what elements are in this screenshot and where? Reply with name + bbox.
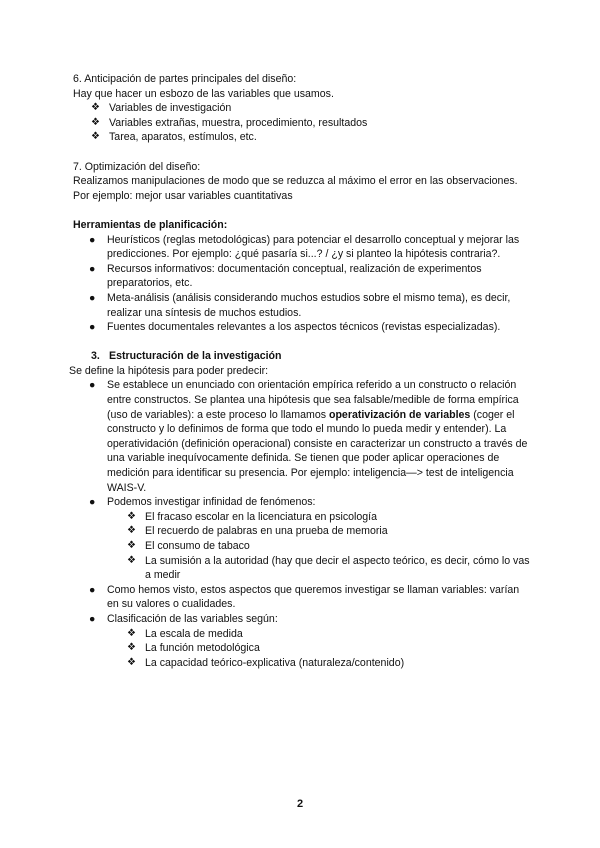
bullet-icon: ● <box>89 321 96 334</box>
diamond-bullet-icon: ❖ <box>127 510 136 522</box>
herramientas-title: Herramientas de planificación: <box>73 218 228 231</box>
list-item: ● Heurísticos (reglas metodológicas) para potenciar el desarrollo conceptual y mejorar las predicciones. Por ejemplo: ¿qué pasaría si...? / ¿y si planteo la hipótesis contraria?. <box>89 233 520 261</box>
list-item: ❖ El consumo de tabaco <box>127 540 250 552</box>
list-item: ❖ El recuerdo de palabras en una prueba de memoria <box>127 525 388 538</box>
diamond-bullet-icon: ❖ <box>127 627 136 639</box>
section-7-title: 7. Optimización del diseño: <box>73 160 201 173</box>
diamond-bullet-icon: ❖ <box>91 116 100 128</box>
list-item: ❖ El fracaso escolar en la licenciatura en psicología <box>127 510 378 523</box>
classification-list <box>107 627 533 671</box>
list-item: ❖ La función metodológica <box>127 642 260 655</box>
diamond-bullet-icon: ❖ <box>127 540 136 551</box>
section-3-title: Estructuración de la investigación <box>109 350 282 363</box>
list-item: ❖ Variables de investigación <box>91 102 232 115</box>
diamond-bullet-icon: ❖ <box>127 525 136 537</box>
section-6-title: 6. Anticipación de partes principales del diseño: <box>73 73 297 85</box>
list-item: ● Fuentes documentales relevantes a los aspectos técnicos (revistas especializadas). <box>89 321 501 334</box>
section-3-intro: Se define la hipótesis para poder predecir: <box>69 364 269 377</box>
page-number: 2 <box>296 798 304 810</box>
diamond-bullet-icon: ❖ <box>91 102 100 114</box>
list-item: ● Podemos investigar infinidad de fenómenos: ❖ El fracaso escolar en la licenciatura en psicología ❖ El recuerdo de palabras en una prueba de memoria ❖ El consumo de tabaco ❖ La sumisión a la autoridad (hay que decir el aspecto teórico, es decir, cómo lo vas a medir <box>73 495 533 583</box>
list-item: ● Se establece un enunciado con orientación empírica referido a un constructo o relación entre constructos. Se plantea una hipótesis que sea falsable/medible de forma empírica (uso de variables): a este proceso lo llamamos operativización de variables (coger el constructo y lo definimos de forma que todo el mundo lo pueda medir y entender). La operatividación (definición operacional) consiste en caracterizar un constructo a través de una variable inequívocamente definida. Se tienen que poder aplicar operaciones de medición para identificar su presencia. Por ejemplo: inteligencia—> test de inteligencia WAIS-V. <box>89 379 528 494</box>
section-3-heading <box>73 349 533 364</box>
diamond-bullet-icon: ❖ <box>127 642 136 654</box>
bullet-icon: ● <box>89 291 96 304</box>
herramientas-list <box>73 233 533 335</box>
section-3-list <box>73 378 533 670</box>
section-3-number: 3. <box>91 350 100 363</box>
list-item: ❖ Tarea, aparatos, estímulos, etc. <box>91 131 257 144</box>
section-6-intro: Hay que hacer un esbozo de las variables que usamos. <box>73 87 334 100</box>
phenomena-list <box>107 510 533 583</box>
list-item: ● Clasificación de las variables según: ❖ La escala de medida ❖ La función metodológica ❖ La capacidad teórico-explicativa (naturaleza/contenido) <box>73 612 533 670</box>
list-item: ● Como hemos visto, estos aspectos que queremos investigar se llaman variables: varían en su valores o cualidades. <box>89 583 520 611</box>
bullet-icon: ● <box>89 496 96 509</box>
list-item: ● Recursos informativos: documentación conceptual, realización de experimentos preparatorios, etc. <box>89 262 482 290</box>
bullet-icon: ● <box>89 233 96 246</box>
diamond-bullet-icon: ❖ <box>127 656 136 668</box>
list-item: ❖ La sumisión a la autoridad (hay que decir el aspecto teórico, es decir, cómo lo vas a medir <box>127 554 530 582</box>
diamond-bullet-icon: ❖ <box>91 131 100 143</box>
list-item: ● Meta-análisis (análisis considerando muchos estudios sobre el mismo tema), es decir, realizar una síntesis de muchos estudios. <box>89 291 511 319</box>
list-item: ❖ La capacidad teórico-explicativa (naturaleza/contenido) <box>127 656 405 669</box>
bullet-icon: ● <box>89 379 96 392</box>
bullet-icon: ● <box>89 612 96 625</box>
document-page <box>69 72 533 670</box>
bullet-icon: ● <box>89 262 96 275</box>
diamond-bullet-icon: ❖ <box>127 554 136 566</box>
bullet-icon: ● <box>89 583 96 596</box>
key-term: operativización de variables <box>328 408 471 421</box>
list-item: ❖ La escala de medida <box>127 627 243 640</box>
section-6-list <box>73 101 533 145</box>
section-7-body: Realizamos manipulaciones de modo que se reduzca al máximo el error en las observaciones. Por ejemplo: mejor usar variables cuantitativas <box>73 175 518 202</box>
list-item: ❖ Variables extrañas, muestra, procedimiento, resultados <box>91 116 368 129</box>
